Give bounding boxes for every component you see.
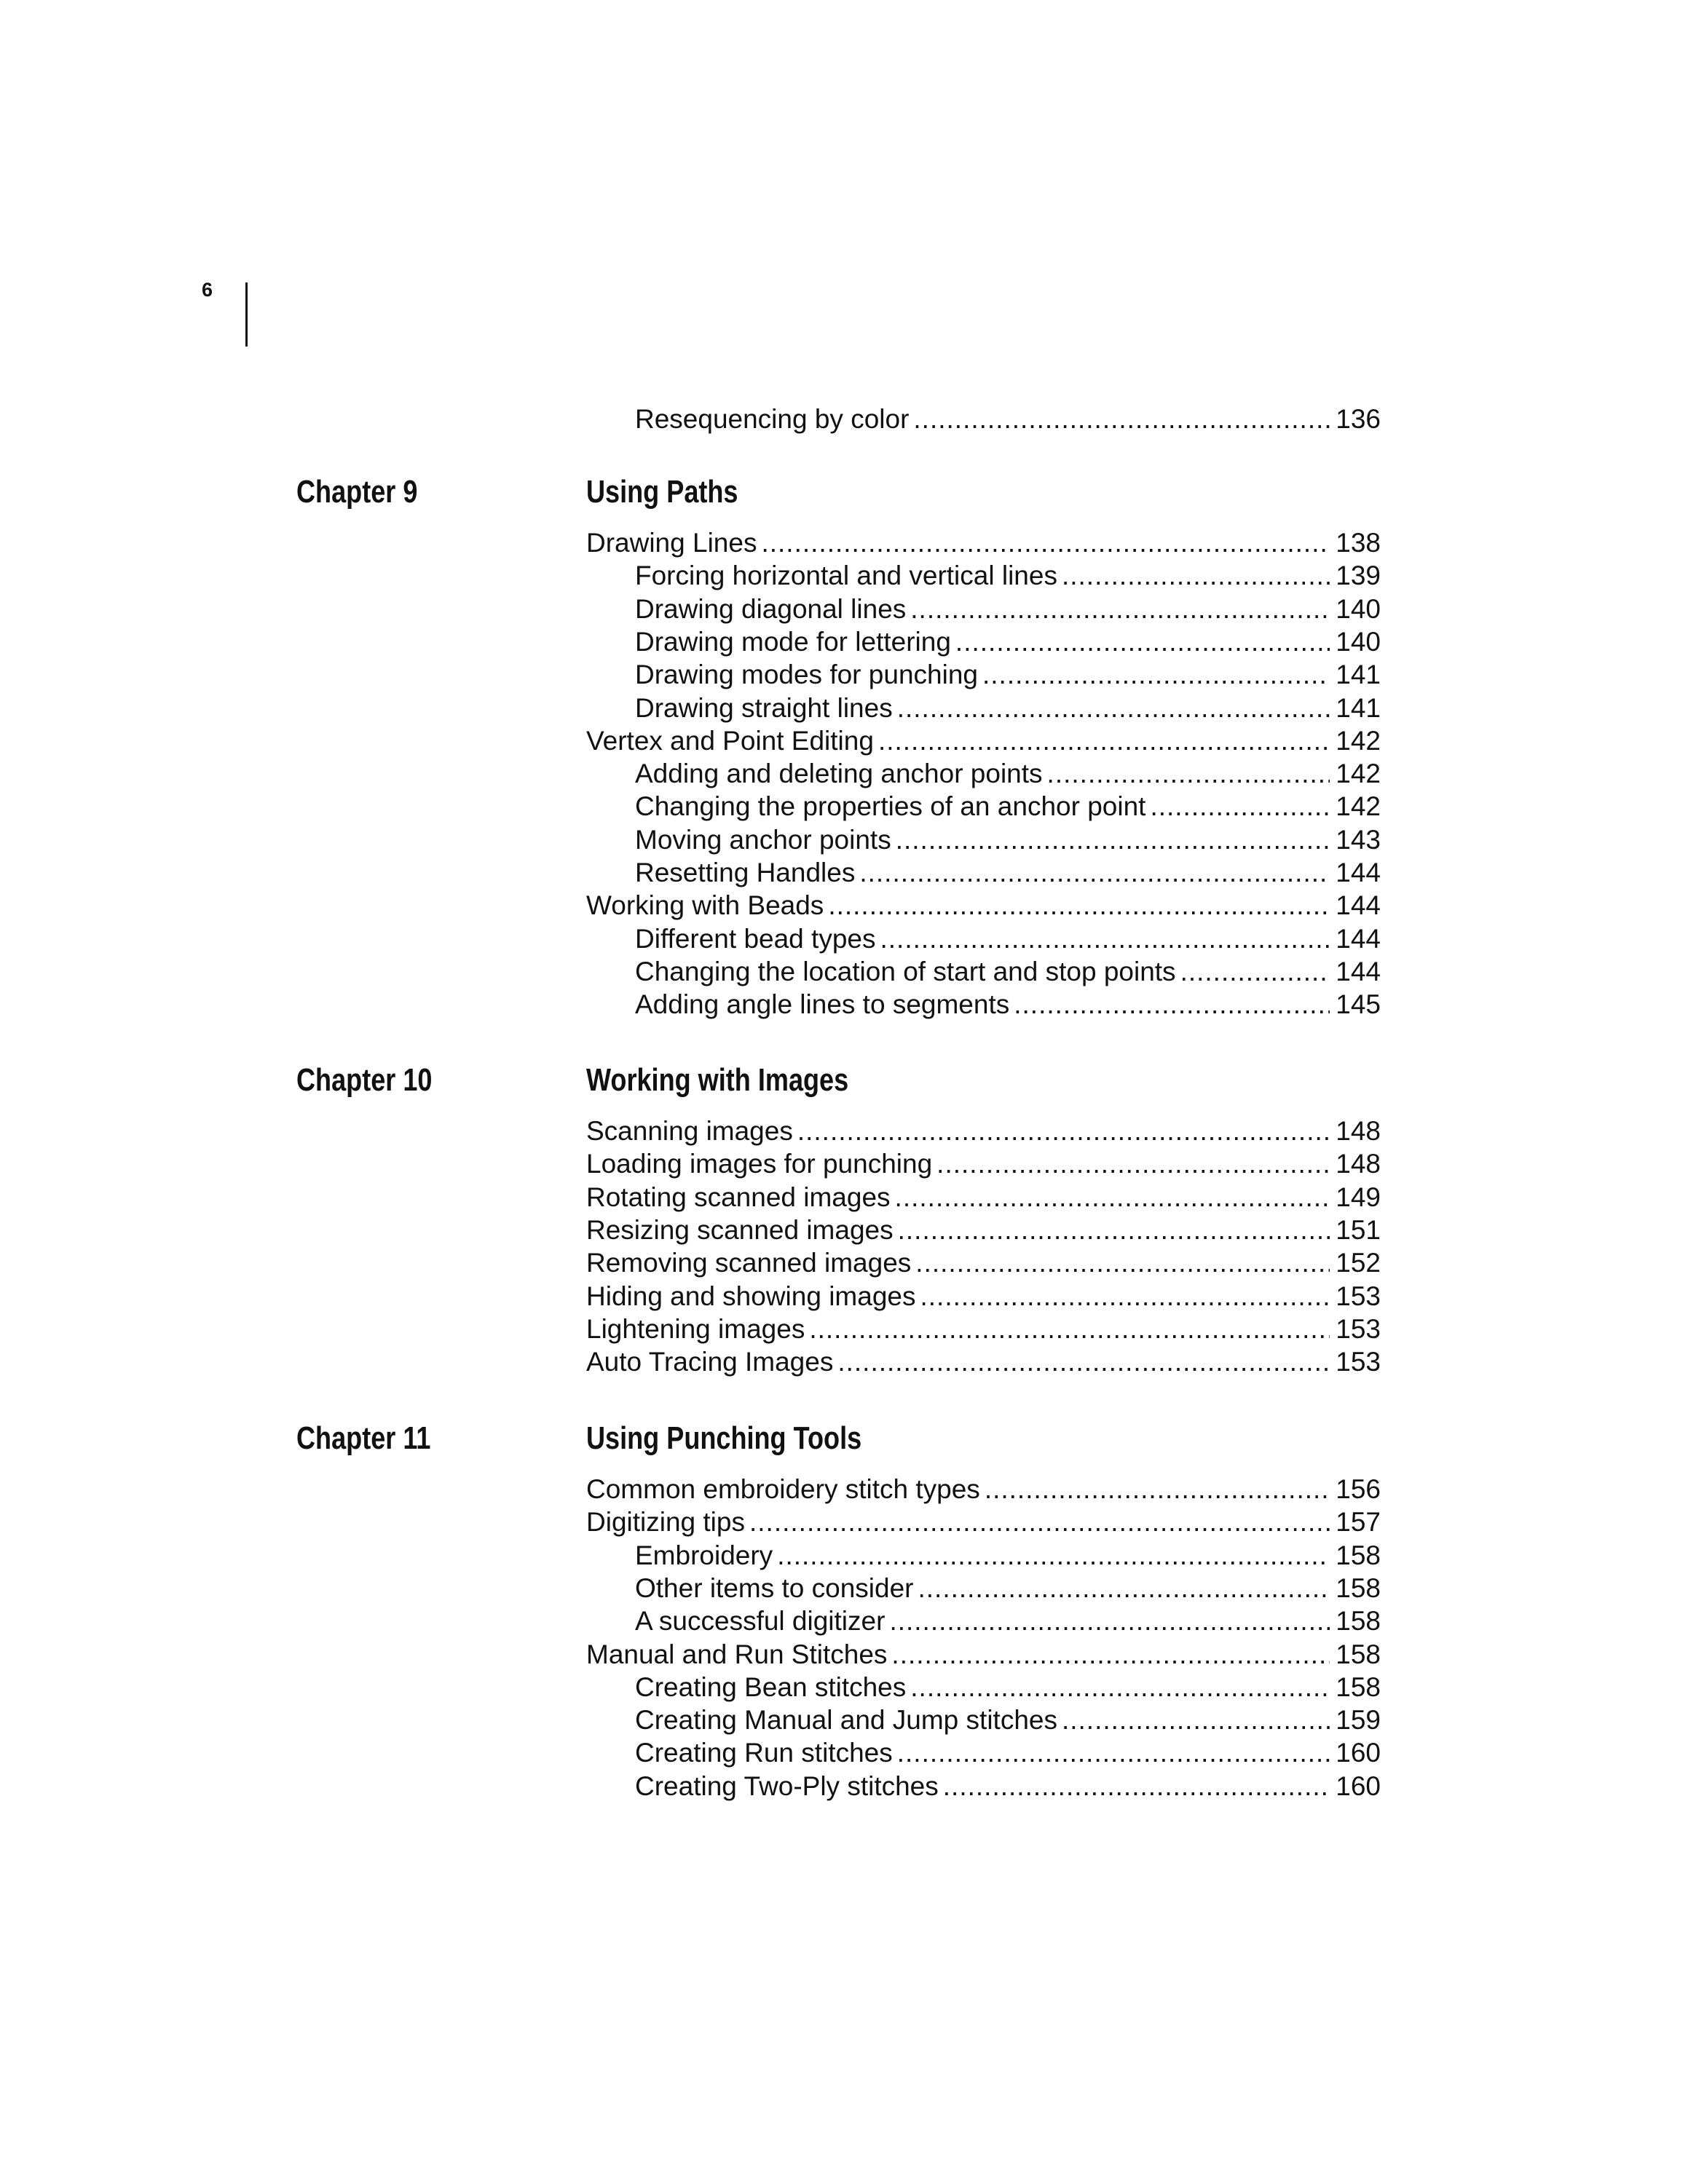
toc-entry[interactable] — [586, 1181, 1381, 1214]
toc-entry-title: Resetting Handles — [635, 858, 856, 887]
toc-entry-page: 140 — [1336, 626, 1381, 657]
dot-leader — [880, 922, 1330, 956]
dot-leader — [897, 1736, 1330, 1770]
toc-entry-page: 160 — [1336, 1738, 1381, 1768]
dot-leader — [837, 1345, 1330, 1379]
dot-leader — [828, 889, 1330, 922]
toc-entry-title: Lightening images — [586, 1313, 805, 1344]
toc-entry-page: 157 — [1336, 1507, 1381, 1538]
toc-entry-page: 144 — [1336, 956, 1381, 986]
toc-entry-title: Creating Bean stitches — [635, 1671, 907, 1702]
toc-entry-title: Drawing straight lines — [635, 692, 893, 723]
dot-leader — [777, 1539, 1330, 1572]
dot-leader — [891, 1638, 1330, 1671]
toc-entry-title: Drawing modes for punching — [635, 660, 978, 690]
toc-entry-page: 151 — [1336, 1214, 1381, 1245]
dot-leader — [898, 1214, 1330, 1247]
toc-entry[interactable] — [586, 1147, 1381, 1181]
dot-leader — [915, 1246, 1330, 1280]
toc-entry-title: Resequencing by color — [635, 404, 910, 434]
toc-entry-title: Creating Manual and Jump stitches — [635, 1705, 1057, 1736]
toc-entry[interactable] — [635, 1605, 1381, 1638]
toc-entry[interactable] — [635, 856, 1381, 890]
toc-entry[interactable] — [586, 1638, 1381, 1671]
dot-leader — [985, 1473, 1330, 1506]
toc-entry-page: 149 — [1336, 1182, 1381, 1212]
toc-entry-title: Scanning images — [586, 1116, 793, 1146]
toc-entry-title: Different bead types — [635, 923, 876, 954]
toc-entry-title: Adding and deleting anchor points — [635, 759, 1043, 789]
chapter-label: Chapter 10 — [296, 1062, 433, 1098]
toc-entry-page: 153 — [1336, 1347, 1381, 1377]
toc-entry[interactable] — [635, 559, 1381, 593]
toc-entry-title: Drawing mode for lettering — [635, 626, 951, 657]
dot-leader — [897, 692, 1330, 725]
toc-entry-page: 152 — [1336, 1248, 1381, 1278]
toc-entry-title: Resizing scanned images — [586, 1214, 894, 1245]
dot-leader — [910, 593, 1330, 626]
toc-entry-page: 141 — [1336, 660, 1381, 690]
toc-entry-page: 142 — [1336, 725, 1381, 756]
dot-leader — [761, 526, 1330, 560]
dot-leader — [797, 1115, 1330, 1148]
toc-entry-page: 158 — [1336, 1671, 1381, 1702]
toc-entry[interactable] — [635, 593, 1381, 626]
dot-leader — [918, 1572, 1330, 1605]
toc-entry[interactable] — [635, 1770, 1381, 1803]
toc-entry[interactable] — [586, 1473, 1381, 1506]
toc-entry[interactable] — [586, 526, 1381, 560]
chapter-title[interactable]: Working with Images — [586, 1062, 849, 1098]
toc-entry-page: 153 — [1336, 1313, 1381, 1344]
toc-entry[interactable] — [635, 403, 1381, 436]
toc-entry[interactable] — [635, 1572, 1381, 1605]
toc-entry-page: 153 — [1336, 1281, 1381, 1311]
toc-entry-page: 160 — [1336, 1770, 1381, 1801]
toc-entry-page: 144 — [1336, 890, 1381, 921]
toc-entry-page: 136 — [1336, 404, 1381, 434]
dot-leader — [943, 1770, 1330, 1803]
toc-entry[interactable] — [586, 1246, 1381, 1280]
chapter-label: Chapter 11 — [296, 1420, 431, 1456]
toc-entry[interactable] — [635, 922, 1381, 956]
toc-entry-title: Hiding and showing images — [586, 1281, 916, 1311]
dot-leader — [936, 1147, 1330, 1181]
chapter-title[interactable]: Using Paths — [586, 474, 738, 510]
toc-entry[interactable] — [586, 1214, 1381, 1247]
toc-entry-title: Other items to consider — [635, 1572, 914, 1603]
toc-entry[interactable] — [635, 658, 1381, 692]
toc-entry-page: 138 — [1336, 528, 1381, 558]
dot-leader — [1014, 988, 1330, 1021]
dot-leader — [859, 856, 1330, 890]
toc-entry-page: 142 — [1336, 791, 1381, 822]
toc-entry-title: Digitizing tips — [586, 1507, 745, 1538]
toc-entry-title: Changing the location of start and stop points — [635, 956, 1176, 986]
toc-entry[interactable] — [635, 1704, 1381, 1737]
toc-entry[interactable] — [635, 625, 1381, 659]
chapter-title[interactable]: Using Punching Tools — [586, 1420, 862, 1456]
dot-leader — [1150, 790, 1330, 823]
toc-entry[interactable] — [586, 1506, 1381, 1539]
dot-leader — [889, 1605, 1330, 1638]
toc-entry-title: A successful digitizer — [635, 1606, 886, 1637]
toc-entry-page: 143 — [1336, 824, 1381, 855]
toc-entry[interactable] — [635, 692, 1381, 725]
dot-leader — [809, 1313, 1330, 1346]
dot-leader — [1062, 1704, 1330, 1737]
dot-leader — [920, 1280, 1330, 1313]
toc-entry-title: Common embroidery stitch types — [586, 1474, 980, 1504]
toc-entry-title: Drawing diagonal lines — [635, 593, 907, 624]
toc-entry-page: 144 — [1336, 858, 1381, 887]
toc-entry-page: 158 — [1336, 1606, 1381, 1637]
toc-entry[interactable] — [635, 757, 1381, 791]
toc-entry-title: Creating Run stitches — [635, 1738, 893, 1768]
toc-entry[interactable] — [586, 1280, 1381, 1313]
dot-leader — [910, 1671, 1330, 1704]
toc-entry[interactable] — [635, 988, 1381, 1021]
toc-entry-page: 139 — [1336, 561, 1381, 591]
toc-entry-page: 158 — [1336, 1540, 1381, 1570]
toc-entry[interactable] — [635, 823, 1381, 857]
toc-entry-title: Manual and Run Stitches — [586, 1639, 888, 1669]
toc-entry-title: Forcing horizontal and vertical lines — [635, 561, 1057, 591]
dot-leader — [878, 724, 1330, 758]
dot-leader — [896, 823, 1330, 857]
toc-entry-title: Auto Tracing Images — [586, 1347, 834, 1377]
dot-leader — [1180, 955, 1330, 989]
toc-entry[interactable] — [586, 1313, 1381, 1346]
toc-entry-title: Drawing Lines — [586, 528, 757, 558]
toc-entry[interactable] — [635, 1671, 1381, 1704]
toc-entry[interactable] — [635, 1736, 1381, 1770]
toc-entry[interactable] — [586, 724, 1381, 758]
dot-leader — [1062, 559, 1330, 593]
toc-entry[interactable] — [635, 790, 1381, 823]
dot-leader — [895, 1181, 1330, 1214]
toc-entry-page: 159 — [1336, 1705, 1381, 1736]
toc-entry-title: Removing scanned images — [586, 1248, 912, 1278]
toc-entry[interactable] — [635, 1539, 1381, 1572]
toc-entry[interactable] — [586, 889, 1381, 922]
toc-entry-title: Creating Two-Ply stitches — [635, 1770, 939, 1801]
toc-entry-title: Embroidery — [635, 1540, 773, 1570]
toc-entry-page: 158 — [1336, 1639, 1381, 1669]
toc-entry-page: 142 — [1336, 759, 1381, 789]
toc-entry-page: 140 — [1336, 593, 1381, 624]
toc-entry-page: 156 — [1336, 1474, 1381, 1504]
toc-entry-page: 141 — [1336, 692, 1381, 723]
dot-leader — [982, 658, 1330, 692]
dot-leader — [1047, 757, 1330, 791]
toc-entry-page: 148 — [1336, 1116, 1381, 1146]
dot-leader — [749, 1506, 1330, 1539]
toc-entry-page: 145 — [1336, 989, 1381, 1020]
toc-entry-title: Loading images for punching — [586, 1149, 933, 1179]
page-number: 6 — [202, 279, 213, 301]
toc-entry-page: 158 — [1336, 1572, 1381, 1603]
toc-entry-title: Adding angle lines to segments — [635, 989, 1010, 1020]
toc-entry-title: Rotating scanned images — [586, 1182, 891, 1212]
dot-leader — [913, 403, 1330, 436]
chapter-label: Chapter 9 — [296, 474, 418, 510]
toc-entry[interactable] — [635, 955, 1381, 989]
toc-entry-title: Changing the properties of an anchor point — [635, 791, 1146, 822]
toc-entry-page: 144 — [1336, 923, 1381, 954]
toc-entry-title: Vertex and Point Editing — [586, 725, 874, 756]
toc-entry[interactable] — [586, 1115, 1381, 1148]
toc-entry[interactable] — [586, 1345, 1381, 1379]
toc-entry-page: 148 — [1336, 1149, 1381, 1179]
toc-entry-title: Moving anchor points — [635, 824, 891, 855]
dot-leader — [955, 625, 1330, 659]
toc-entry-title: Working with Beads — [586, 890, 824, 921]
